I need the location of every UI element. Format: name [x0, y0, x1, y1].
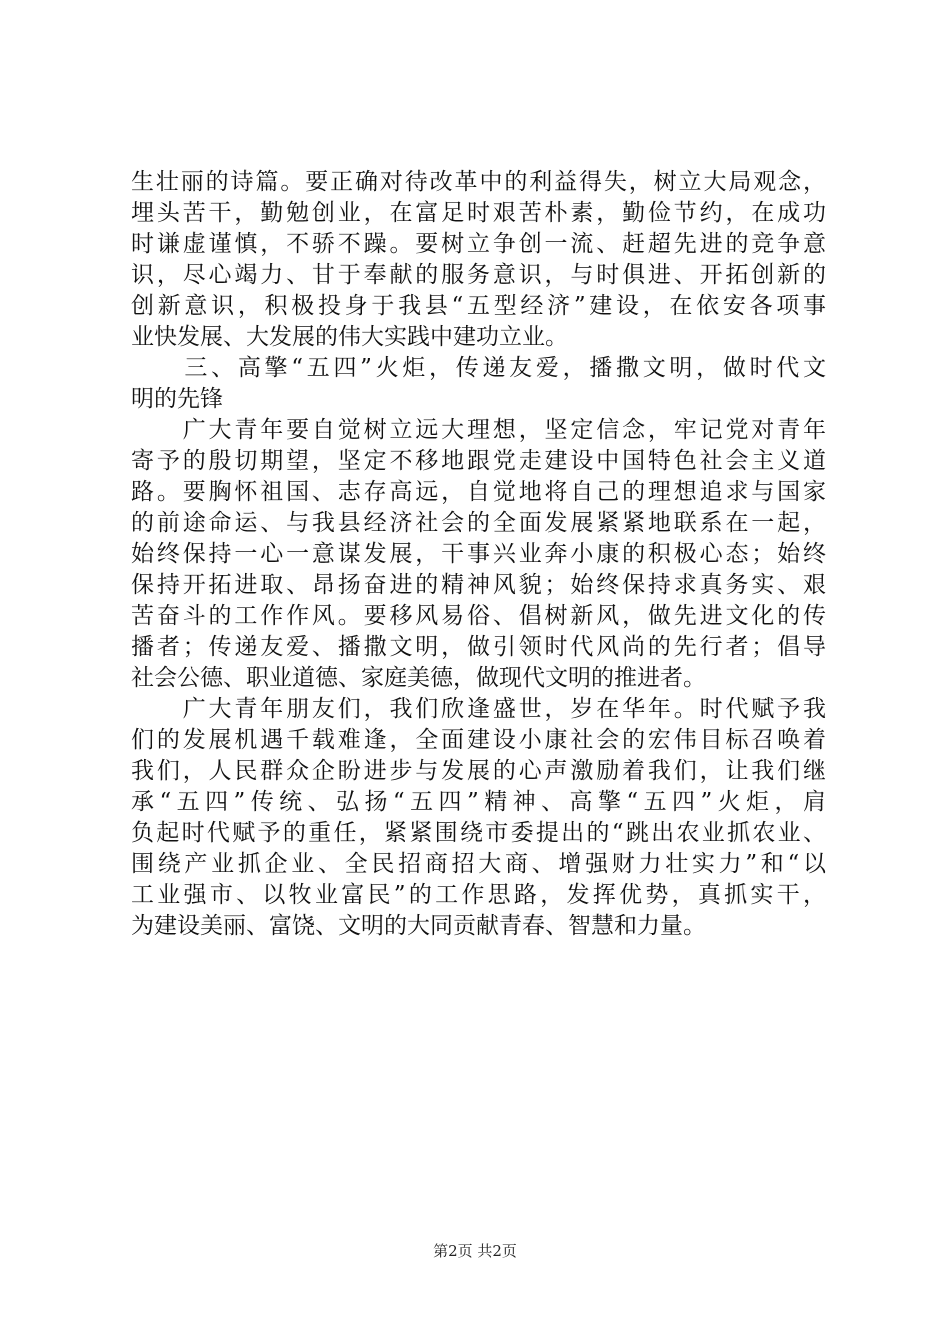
page-number-footer: 第2页 共2页 [433, 1242, 517, 1260]
text-line: 播者；传递友爱、播撒文明，做引领时代风尚的先行者；倡导 [131, 634, 826, 660]
text-line: 路。要胸怀祖国、志存高远，自觉地将自己的理想追求与国家 [131, 479, 826, 505]
text-line: 生壮丽的诗篇。要正确对待改革中的利益得失，树立大局观念， [131, 169, 826, 195]
text-line: 业快发展、大发展的伟大实践中建功立业。 [131, 324, 568, 350]
text-line: 寄予的殷切期望，坚定不移地跟党走建设中国特色社会主义道 [131, 448, 826, 474]
text-line: 的前途命运、与我县经济社会的全面发展紧紧地联系在一起， [131, 510, 826, 536]
body-text [131, 167, 826, 942]
text-line: 保持开拓进取、昂扬奋进的精神风貌；始终保持求真务实、艰 [131, 572, 826, 598]
text-line: 广大青年朋友们，我们欣逢盛世，岁在华年。时代赋予我 [131, 696, 826, 722]
text-line: 埋头苦干，勤勉创业，在富足时艰苦朴素，勤俭节约，在成功 [131, 200, 826, 226]
text-line: 创新意识，积极投身于我县“五型经济”建设，在依安各项事 [131, 293, 826, 319]
text-line: 为建设美丽、富饶、文明的大同贡献青春、智慧和力量。 [131, 913, 706, 939]
text-line: 社会公德、职业道德、家庭美德，做现代文明的推进者。 [131, 665, 706, 691]
section-heading-line: 三、高擎“五四”火炬，传递友爱，播撒文明，做时代文 [131, 355, 826, 381]
text-line: 负起时代赋予的重任，紧紧围绕市委提出的“跳出农业抓农业、 [131, 820, 826, 846]
text-line: 时谦虚谨慎，不骄不躁。要树立争创一流、赶超先进的竞争意 [131, 231, 826, 257]
text-line: 广大青年要自觉树立远大理想，坚定信念，牢记党对青年 [131, 417, 826, 443]
text-line: 围绕产业抓企业、全民招商招大商、增强财力壮实力”和“以 [131, 851, 826, 877]
text-line: 工业强市、以牧业富民”的工作思路，发挥优势，真抓实干， [131, 882, 826, 908]
text-line: 承“五四”传统、弘扬“五四”精神、高擎“五四”火炬，肩 [131, 789, 826, 815]
text-line: 始终保持一心一意谋发展，干事兴业奔小康的积极心态；始终 [131, 541, 826, 567]
text-line: 我们，人民群众企盼进步与发展的心声激励着我们，让我们继 [131, 758, 826, 784]
text-line: 苦奋斗的工作作风。要移风易俗、倡树新风，做先进文化的传 [131, 603, 826, 629]
section-heading-line: 明的先锋 [131, 386, 223, 412]
text-line: 们的发展机遇千载难逢，全面建设小康社会的宏伟目标召唤着 [131, 727, 826, 753]
text-line: 识，尽心竭力、甘于奉献的服务意识，与时俱进、开拓创新的 [131, 262, 826, 288]
